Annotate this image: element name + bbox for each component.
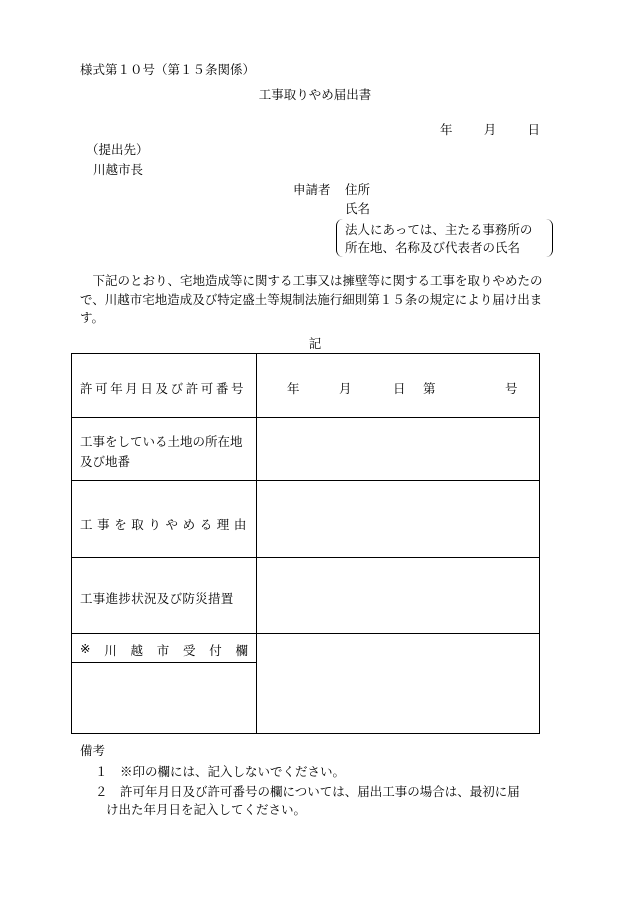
- submission-date: [440, 124, 540, 137]
- remark-item: [95, 786, 520, 799]
- remark-text: 許可年月日及び許可番号の欄については、届出工事の場合は、最初に届: [120, 784, 520, 799]
- remark-number: １: [95, 764, 108, 779]
- remark-text: ※印の欄には、記入しないでください。: [120, 764, 346, 779]
- body-line3: 届け出ます。: [80, 291, 543, 325]
- remark-number: ２: [95, 784, 108, 799]
- body-paragraph: [80, 272, 550, 328]
- permit-month: 月: [339, 381, 352, 396]
- reception-char: ※: [80, 641, 91, 656]
- location-label: 工事をしている土地の所在地及び地番: [80, 434, 243, 469]
- body-line2: たので、川越市宅地造成及び特定盛土等規制法施行細則第１５条の規定により: [80, 273, 543, 307]
- corporate-note-line2: 所在地、名称及び代表者の氏名: [345, 240, 521, 255]
- address-label: 住所: [345, 182, 371, 197]
- recipient-name: 川越市長: [93, 162, 144, 177]
- reception-char: 川: [104, 643, 117, 658]
- permit-label: 許可年月日及び許可番号: [80, 381, 247, 396]
- reception-char: 受: [182, 643, 196, 658]
- reception-char: 欄: [235, 643, 248, 658]
- column-divider: [256, 354, 257, 733]
- form-number: 様式第１０号（第１５条関係）: [80, 62, 256, 77]
- date-year: 年: [440, 122, 453, 137]
- permit-go: 号: [505, 381, 518, 396]
- ki-heading: 記: [308, 336, 322, 351]
- permit-value-field[interactable]: [287, 379, 522, 397]
- reception-label: [80, 641, 248, 659]
- date-day: 日: [527, 122, 540, 137]
- applicant-label: 申請者: [293, 182, 331, 197]
- corporate-note-line1: 法人にあっては、主たる事務所の: [345, 222, 533, 237]
- reception-char: 付: [209, 643, 222, 658]
- reception-divider: [72, 662, 256, 663]
- notification-table: [71, 353, 540, 734]
- remark-continuation: け出た年月日を記入してください。: [106, 802, 307, 817]
- permit-day: 日: [393, 381, 406, 396]
- reason-label: 工事を取りやめる理由: [80, 517, 252, 532]
- reception-char: 越: [130, 643, 143, 658]
- permit-dai: 第: [423, 381, 436, 396]
- page-title: 工事取りやめ届出書: [258, 87, 372, 102]
- remarks-label: 備考: [80, 743, 106, 758]
- date-month: 月: [483, 122, 497, 137]
- body-line1: 下記のとおり、宅地造成等に関する工事又は擁壁等に関する工事を取りやめ: [92, 273, 518, 288]
- progress-label: 工事進捗状況及び防災措置: [80, 591, 234, 606]
- permit-year: 年: [287, 381, 300, 396]
- remark-item: [95, 766, 345, 779]
- reception-char: 市: [156, 643, 170, 658]
- recipient-label: （提出先）: [86, 142, 149, 157]
- name-label: 氏名: [345, 201, 371, 216]
